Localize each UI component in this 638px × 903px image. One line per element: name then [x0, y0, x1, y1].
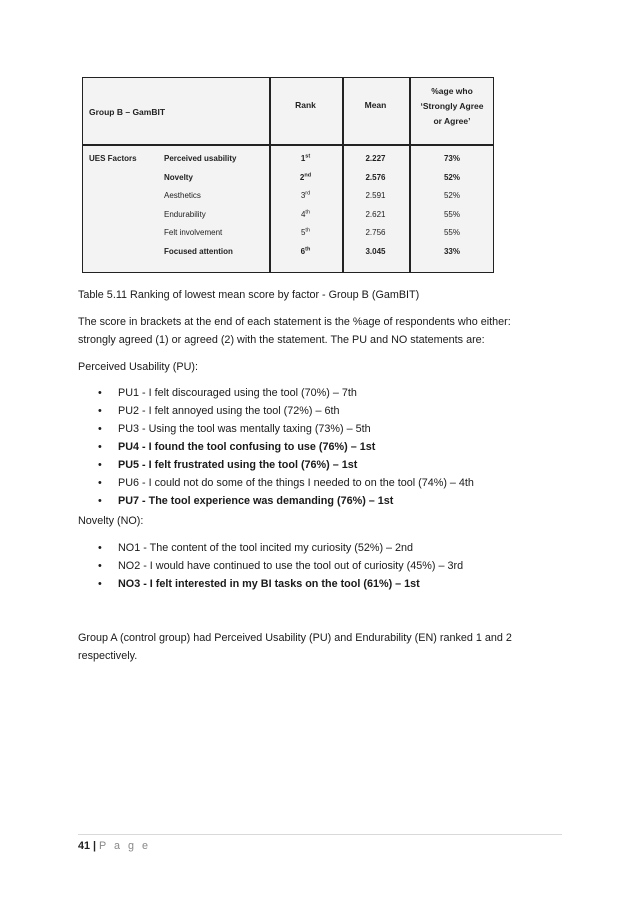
mean-cell: 3.045 [365, 247, 386, 256]
rank-number: 6 [300, 247, 306, 256]
list-item: PU7 - The tool experience was demanding (76%) – 1st [118, 495, 394, 507]
rank-cell [269, 154, 342, 163]
table-row [83, 206, 493, 225]
table-row [83, 187, 493, 206]
bullet-icon: • [98, 495, 102, 507]
agree-line-2: ‘Strongly Agree [420, 101, 484, 111]
rank-cell [269, 228, 342, 237]
list-item: PU5 - I felt frustrated using the tool (76%) – 1st [118, 459, 358, 471]
page-footer [78, 839, 151, 853]
rank-number: 3 [300, 191, 306, 201]
list-item: NO1 - The content of the tool incited my curiosity (52%) – 2nd [118, 542, 414, 554]
agree-cell: 52% [443, 191, 460, 201]
bullet-icon: • [98, 477, 102, 489]
footer-divider [78, 834, 562, 835]
agree-cell: 55% [443, 209, 460, 219]
table-caption: Table 5.11 Ranking of lowest mean score by factor - Group B (GamBIT) [78, 289, 420, 301]
mean-cell: 2.576 [365, 172, 386, 182]
bullet-icon: • [98, 423, 102, 435]
bullet-icon: • [98, 405, 102, 417]
table-row [83, 150, 493, 169]
list-item: PU2 - I felt annoyed using the tool (72%) – 6th [118, 405, 340, 417]
rank-cell [269, 247, 342, 256]
rank-number: 1 [300, 154, 306, 163]
mean-cell: 2.621 [365, 209, 386, 219]
agree-cell: 73% [443, 154, 460, 163]
closing-line-1: Group A (control group) had Perceived Usability (PU) and Endurability (EN) ranked 1 and 2 [78, 632, 512, 644]
rank-suffix: rd [305, 190, 311, 197]
rank-suffix: th [305, 209, 311, 216]
category-label: UES Factors [89, 154, 137, 163]
intro-line-1: The score in brackets at the end of each statement is the %age of respondents who either: [78, 316, 511, 328]
rank-number: 2 [299, 172, 305, 182]
rank-cell [269, 210, 342, 219]
list-item: NO3 - I felt interested in my BI tasks on the tool (61%) – 1st [118, 578, 420, 590]
agree-line-3: or Agree’ [433, 116, 471, 126]
bullet-icon: • [98, 560, 102, 572]
footer-separator: | [93, 840, 97, 852]
agree-cell: 52% [443, 172, 460, 182]
table-header-agree [409, 86, 495, 127]
rank-suffix: th [305, 246, 311, 253]
mean-cell: 2.227 [365, 154, 386, 163]
agree-cell: 33% [443, 247, 460, 256]
table-group-label: Group B – GamBIT [89, 107, 166, 117]
list-item: PU3 - Using the tool was mentally taxing (73%) – 5th [118, 423, 371, 435]
rank-suffix: st [305, 153, 311, 160]
factor-cell: Perceived usability [164, 154, 237, 163]
list-item: NO2 - I would have continued to use the tool out of curiosity (45%) – 3rd [118, 560, 464, 572]
ranking-table [82, 77, 494, 273]
no-heading: Novelty (NO): [78, 515, 144, 527]
table-header-mean: Mean [364, 100, 387, 110]
rank-suffix: th [305, 227, 311, 234]
intro-line-2: strongly agreed (1) or agreed (2) with the statement. The PU and NO statements are: [78, 334, 485, 346]
bullet-icon: • [98, 542, 102, 554]
list-item: PU6 - I could not do some of the things I needed to on the tool (74%) – 4th [118, 477, 474, 489]
bullet-icon: • [98, 459, 102, 471]
factor-cell: Aesthetics [164, 191, 201, 201]
rank-number: 4 [300, 209, 306, 219]
list-item: PU1 - I felt discouraged using the tool (70%) – 7th [118, 387, 357, 399]
rank-number: 5 [300, 228, 306, 238]
page-number: 41 [78, 840, 91, 852]
mean-cell: 2.591 [365, 191, 386, 201]
factor-cell: Felt involvement [164, 228, 223, 238]
factor-cell: Endurability [164, 209, 206, 219]
bullet-icon: • [98, 578, 102, 590]
closing-line-2: respectively. [78, 650, 138, 662]
agree-cell: 55% [443, 228, 460, 238]
list-item: PU4 - I found the tool confusing to use (76%) – 1st [118, 441, 376, 453]
rank-cell [269, 173, 342, 182]
pu-heading: Perceived Usability (PU): [78, 361, 198, 373]
table-header-rank: Rank [295, 100, 316, 110]
page-label: P a g e [99, 840, 151, 852]
rank-cell [269, 191, 342, 200]
rank-suffix: nd [304, 171, 312, 178]
table-row [83, 169, 493, 188]
factor-cell: Novelty [164, 172, 193, 182]
table-row [83, 224, 493, 243]
factor-cell: Focused attention [164, 247, 233, 256]
bullet-icon: • [98, 441, 102, 453]
mean-cell: 2.756 [365, 228, 386, 238]
bullet-icon: • [98, 387, 102, 399]
agree-line-1: %age who [431, 86, 473, 96]
table-row [83, 243, 493, 262]
